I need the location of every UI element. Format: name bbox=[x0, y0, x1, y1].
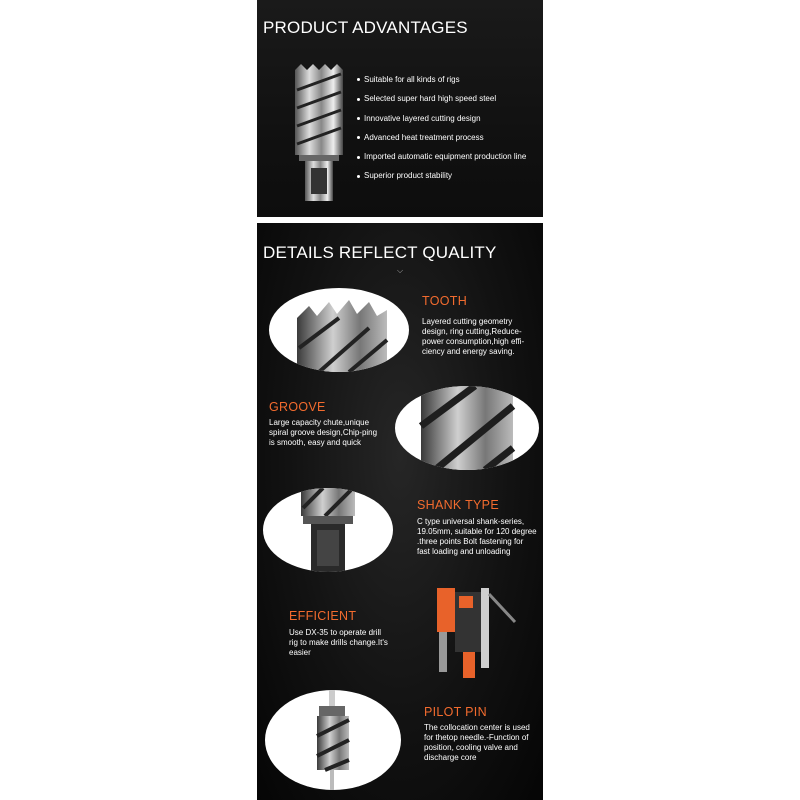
shank-closeup-image bbox=[263, 488, 393, 572]
advantage-item: Superior product stability bbox=[357, 166, 526, 185]
feature-title-efficient: EFFICIENT bbox=[289, 609, 357, 623]
tooth-closeup-image bbox=[269, 288, 409, 372]
bullet-icon bbox=[357, 98, 360, 101]
bullet-icon bbox=[357, 136, 360, 139]
product-detail-strip bbox=[257, 0, 543, 800]
advantage-item: Imported automatic equipment production line bbox=[357, 147, 526, 166]
feature-desc-shank-type: C type universal shank-series, 19.05mm, suitable for 120 degree .three points Bolt fastening for fast loading and unloading bbox=[417, 517, 537, 556]
bullet-icon bbox=[357, 117, 360, 120]
feature-desc-tooth: Layered cutting geometry design, ring cutting,Reduce-power consumption,high effi-ciency and energy saving. bbox=[422, 317, 525, 356]
feature-title-tooth: TOOTH bbox=[422, 294, 468, 308]
feature-desc-pilot-pin: The collocation center is used for thetop needle.-Function of position, cooling valve and discharge core bbox=[424, 723, 530, 762]
feature-title-groove: GROOVE bbox=[269, 400, 326, 414]
advantage-item: Selected super hard high speed steel bbox=[357, 89, 526, 108]
feature-title-pilot-pin: PILOT PIN bbox=[424, 705, 487, 719]
feature-desc-efficient: Use DX-35 to operate drill rig to make drills change.It's easier bbox=[289, 628, 388, 657]
feature-desc-groove: Large capacity chute,unique spiral groove design,Chip-ping is smooth, easy and quick bbox=[269, 418, 378, 447]
advantages-list bbox=[357, 70, 526, 186]
advantage-item: Suitable for all kinds of rigs bbox=[357, 70, 526, 89]
groove-closeup-image bbox=[395, 386, 539, 470]
annular-cutter-image bbox=[287, 60, 352, 210]
advantages-title: PRODUCT ADVANTAGES bbox=[263, 18, 468, 37]
chevron-down-icon: ⌵ bbox=[397, 266, 404, 275]
pilot-pin-closeup-image bbox=[265, 690, 401, 790]
bullet-icon bbox=[357, 78, 360, 81]
advantage-item: Innovative layered cutting design bbox=[357, 109, 526, 128]
bullet-icon bbox=[357, 156, 360, 159]
drill-rig-image bbox=[403, 582, 543, 682]
details-title: DETAILS REFLECT QUALITY bbox=[263, 243, 497, 262]
advantage-item: Advanced heat treatment process bbox=[357, 128, 526, 147]
feature-title-shank-type: SHANK TYPE bbox=[417, 498, 499, 512]
advantages-section bbox=[257, 0, 543, 217]
bullet-icon bbox=[357, 175, 360, 178]
